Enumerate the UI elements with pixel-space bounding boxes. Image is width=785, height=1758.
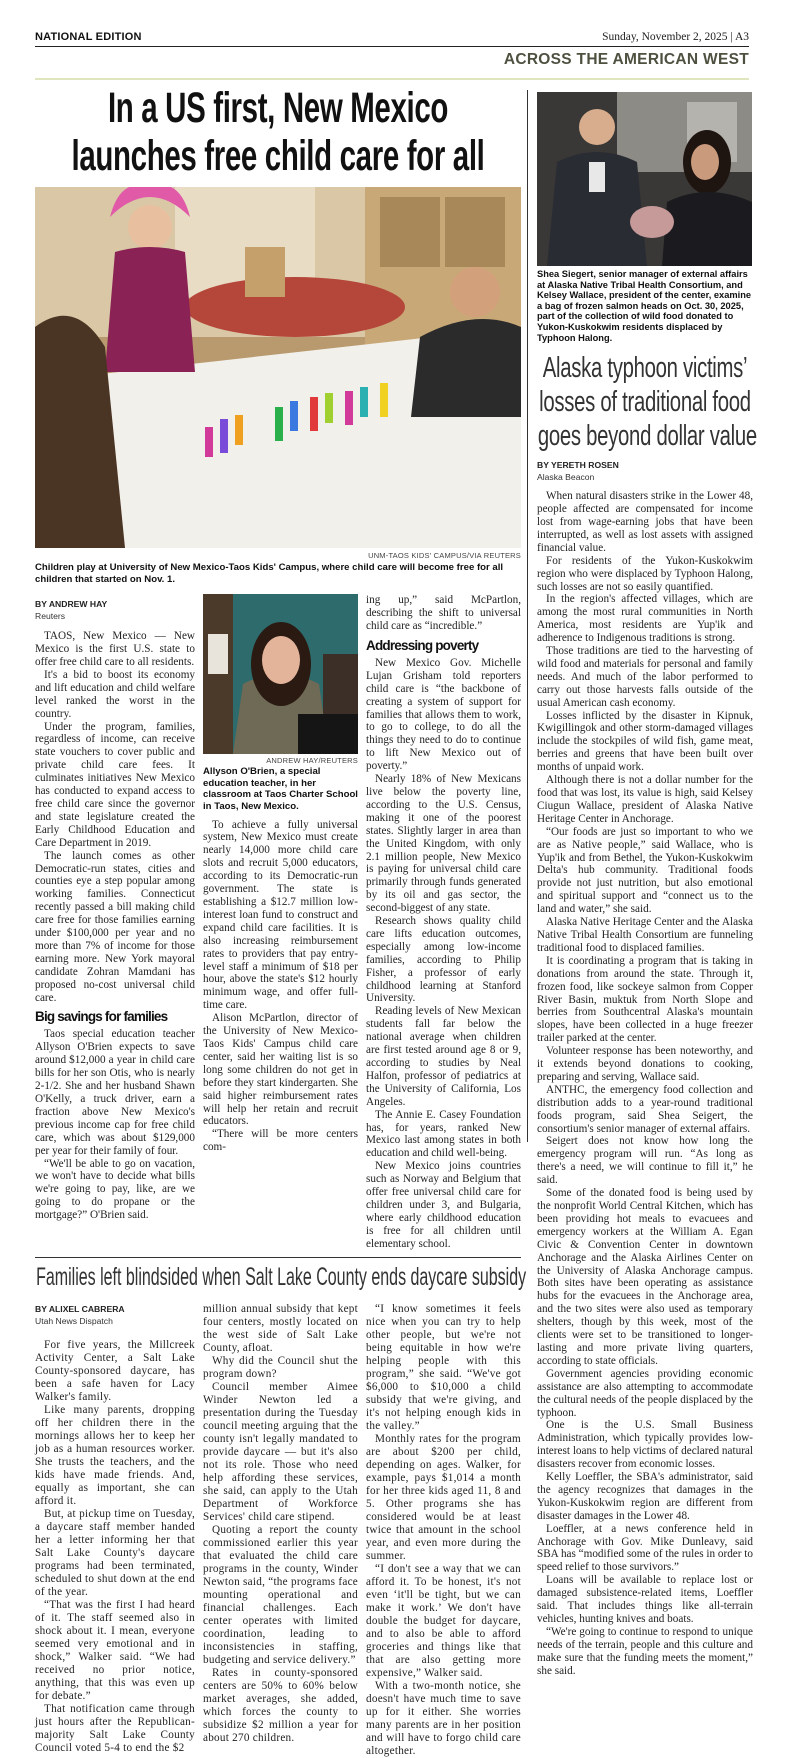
left-stories bbox=[35, 84, 527, 1758]
paragraph: “We're going to continue to respond to unique needs of the terrain, people and this culture and make sure that the funding meets the moment,” she said. bbox=[537, 1625, 753, 1677]
paragraph: The Annie E. Casey Foundation has, for years, ranked New Mexico last among states in both education and child well-being. bbox=[366, 1108, 521, 1160]
paragraph: ing up,” said McPartlon, describing the shift to universal child care as “incredible.” bbox=[366, 594, 521, 632]
paragraph: New Mexico joins countries such as Norway and Belgium that offer free universal child care for children under 3, and Bulgaria, where early childhood education is free for all children until elementary school. bbox=[366, 1160, 521, 1250]
daycare-headline bbox=[36, 1261, 527, 1293]
outlet: Reuters bbox=[35, 611, 66, 622]
paragraph-group bbox=[203, 1355, 358, 1745]
byline: BY ALIXEL CABRERA bbox=[35, 1303, 125, 1314]
paragraph: But, at pickup time on Tuesday, a daycare staff member handed her a letter informing her that Salt Lake County's daycare programs had been terminated, scheduled to shut down at the end of the year. bbox=[35, 1507, 195, 1598]
photo-credit: ANDREW HAY/REUTERS bbox=[266, 756, 358, 766]
headline-line: In a US first, New Mexico bbox=[107, 84, 449, 132]
paragraph: “That was the first I had heard of it. The staff seemed also in shock about it. I mean, everyone seemed very emotional and in shock,” Walker said. “We had received no prior notice, anything, that this was even up for debate.” bbox=[35, 1598, 195, 1702]
paragraph: Taos special education teacher Allyson O'Brien expects to save around $12,000 a year in child care bills for her son Otis, who is nearly 2-1/2. She and her husband Shawn O'Kelly, a truck driver, earn a fraction above New Mexico's previous income cap for free child care, which was about $129,000 per year for their family of four. bbox=[35, 1028, 195, 1157]
paragraph: Government agencies providing economic assistance are also attempting to accommodate the cultural needs of the people displaced by the typhoon. bbox=[537, 1367, 753, 1419]
article-column bbox=[203, 594, 358, 1154]
headline-line: losses of traditional food bbox=[539, 386, 751, 419]
main-headline-box bbox=[35, 84, 521, 180]
paragraph: million annual subsidy that kept four centers, mostly located on the west side of Salt Lake County, afloat. bbox=[203, 1302, 358, 1354]
paragraph: To achieve a fully universal system, New Mexico must create nearly 14,000 more child care slots and recruit 5,000 educators, according to its Democratic-run government. The state is establishing a $12.7 million low-interest loan fund to construct and expand child care facilities. It is also increasing reimbursement rates to providers that pay entry-level staff a minimum of $18 per hour, above the state's $12 hourly minimum wage, and offer full-time care. bbox=[203, 818, 358, 1012]
paragraph: New Mexico Gov. Michelle Lujan Grisham told reporters child care is “the backbone of creating a system of support for families that allows them to work, to go to college, to do all the things they need to do to continue to lift New Mexico out of poverty.” bbox=[366, 656, 521, 773]
paragraph: It's a bid to boost its economy and lift education and child welfare level ranked the worst in the country. bbox=[35, 668, 195, 720]
paragraph: Volunteer response has been noteworthy, and it extends beyond donations to cooking, preparing and serving, Wallace said. bbox=[537, 1045, 753, 1083]
paragraph: Under the program, families, regardless of income, can receive state vouchers to cover public and private child care fees. It culminates initiatives New Mexico has conducted to expand access to free child care since the governor and state legislature created the Early Childhood Education and Care Department in 2019. bbox=[35, 720, 195, 849]
divider bbox=[35, 46, 749, 47]
paragraph-group bbox=[203, 819, 358, 1155]
paragraph: The launch comes as other Democratic-run states, cities and counties eye a step popular among working families. Connecticut recently passed a bill making child care free for those families earning under $100,000 per year and no more than 7% of income for those earning more. New York mayoral candidate Zohran Mamdani has proposed no-cost universal child care. bbox=[35, 849, 195, 1004]
article-column bbox=[203, 1303, 358, 1745]
paragraph-group bbox=[35, 630, 195, 1004]
paragraph: For five years, the Millcreek Activity Center, a Salt Lake County-sponsored daycare, has been a safe haven for Lacy Walker's family. bbox=[35, 1338, 195, 1403]
alaska-photo bbox=[537, 92, 752, 266]
main-story-columns bbox=[35, 594, 521, 1250]
outlet: Utah News Dispatch bbox=[35, 1315, 113, 1326]
photo-caption: Shea Siegert, senior manager of external affairs at Alaska Native Tribal Health Consortium, and Kelsey Wallace, president of the center, examine a bag of frozen salmon heads on Oct. 30, 2025, part of the collection of wild food donated to Yukon-Kuskokwim residents displaced by Typhoon Halong. bbox=[537, 269, 752, 343]
paragraph: Loeffler, at a news conference held in Anchorage with Gov. Mike Dunleavy, said SBA has “modified some of the rules in order to speed relief to those survivors.” bbox=[537, 1522, 753, 1574]
paragraph: Kelly Loeffler, the SBA's administrator, said the agency recognizes that damages in the Yukon-Kuskokwim region are different from disaster damages in the Lower 48. bbox=[537, 1471, 753, 1522]
headline-line: Families left blindsided when Salt Lake County ends daycare subsidy bbox=[36, 1262, 527, 1291]
paragraph: Rates in county-sponsored centers are 50% to 60% below market averages, she added, which forces the county to subsidize $2 million a year for about 270 children. bbox=[203, 1666, 358, 1744]
paragraph-group bbox=[366, 657, 521, 1251]
paragraph: In the region's affected villages, which are among the most rural communities in North America, most residents are Yup'ik and adherence to Indigenous traditions is strong. bbox=[537, 593, 753, 645]
byline: BY YERETH ROSEN bbox=[537, 460, 619, 471]
paragraph: Although there is not a dollar number for the food that was lost, its value is high, said Kelsey Ciugun Wallace, president of Alaska Native Heritage Center in Anchorage. bbox=[537, 774, 753, 825]
photo-caption: Allyson O'Brien, a special education teacher, in her classroom at Taos Charter School in Taos, New Mexico. bbox=[203, 766, 358, 812]
paragraph: Council member Aimee Winder Newton led a presentation during the Tuesday council meeting arguing that the county isn't legally mandated to provide daycare — but it's also not its role. Those who need help affording these services, she said, can apply to the Utah Department of Workforce Services' child care stipend. bbox=[203, 1380, 358, 1523]
alaska-headline-box bbox=[537, 351, 757, 453]
paragraph: Alison McPartlon, director of the University of New Mexico-Taos Kids' Campus child care center, said her waiting list is so long some children do not get in before they start kindergarten. She said higher reimbursement rates will help her retain and recruit educators. bbox=[203, 1012, 358, 1128]
daycare-story-columns bbox=[35, 1303, 521, 1758]
paragraph: Reading levels of New Mexican students fall far below the national average when children are first tested around age 8 or 9, according to studies by Neal Halfon, professor of pediatrics at the University of California, Los Angeles. bbox=[366, 1005, 521, 1108]
paragraph: Alaska Native Heritage Center and the Alaska Native Tribal Health Consortium are funneling traditional food to displaced families. bbox=[537, 916, 753, 954]
paragraph: That notification came through just hours after the Republican-majority Salt Lake County Council voted 5-4 to end the $2 bbox=[35, 1702, 195, 1754]
article-column bbox=[366, 1303, 521, 1758]
byline: BY ANDREW HAY bbox=[35, 599, 108, 610]
subhead: Big savings for families bbox=[35, 1009, 168, 1025]
paragraph: Some of the donated food is being used by the nonprofit World Central Kitchen, which has been providing hot meals to evacuees and emergency workers at the William A. Egan Civic & Convention Center in downtown Anchorage and the Alaska Airlines Center on the University of Alaska Anchorage campus. Both sites have been operating as assistance hubs for the evacuees in the Anchorage area, and the two sites were also used as temporary shelters, though by this week, most of the clients were set to be transitioned to longer-lasting and more private living quarters, according to state officials. bbox=[537, 1187, 753, 1367]
photo-credit: UNM-TAOS KIDS' CAMPUS/VIA REUTERS bbox=[368, 551, 521, 560]
paragraph: With a two-month notice, she doesn't have much time to save up for it either. She worries many parents are in her position and will have to forgo child care altogether. bbox=[366, 1679, 521, 1757]
paragraph: Like many parents, dropping off her children there in the mornings allows her to keep her job as a human resources worker. She trusts the teachers, and the kids have made friends. And, equally as important, she can afford it. bbox=[35, 1403, 195, 1507]
paragraph-group bbox=[35, 1028, 195, 1222]
paragraph-group bbox=[537, 490, 753, 1677]
article-column bbox=[35, 1303, 195, 1755]
section-title: ACROSS THE AMERICAN WEST bbox=[503, 51, 749, 68]
headline-line: launches free child care for all bbox=[71, 132, 485, 180]
paragraph-group bbox=[35, 1339, 195, 1755]
headline-line: goes beyond dollar value bbox=[537, 420, 757, 453]
paragraph: Research shows quality child care lifts education outcomes, especially among low-income families, according to Philip Fisher, a professor of early childhood learning at Stanford University. bbox=[366, 915, 521, 1005]
paragraph: “We'll be able to go on vacation, we won't have to decide what bills we're going to pay, like, are we going to do propane or the mortgage?” O'Brien said. bbox=[35, 1157, 195, 1222]
paragraph: For residents of the Yukon-Kuskokwim region who were displaced by Typhoon Halong, such losses are not so easily quantified. bbox=[537, 554, 753, 593]
paragraph: TAOS, New Mexico — New Mexico is the first U.S. state to offer free child care to all residents. bbox=[35, 630, 195, 668]
main-photo bbox=[35, 187, 521, 548]
headline-line: Alaska typhoon victims’ bbox=[542, 352, 748, 385]
paragraph-group bbox=[366, 1303, 521, 1758]
paragraph: Those traditions are tied to the harvesting of wild food and materials for personal and family needs. And much of the labor performed to carry out those harvests falls outside of the usual American cash economy. bbox=[537, 645, 753, 709]
article-column bbox=[35, 594, 195, 1222]
paragraph: Loans will be available to replace lost or damaged subsistence-related items, Loeffler said. That includes things like all-terrain vehicles, hunting knives and boats. bbox=[537, 1574, 753, 1625]
inset-photo bbox=[203, 594, 358, 754]
paragraph: “I don't see a way that we can afford it. To be honest, it's not even ‘it'll be tight, but we can make it work.’ We don't have double the budget for daycare, and to also be able to afford groceries and things like that that are also getting more expensive,” Walker said. bbox=[366, 1562, 521, 1679]
divider bbox=[35, 1257, 521, 1258]
paragraph: When natural disasters strike in the Lower 48, people affected are compensated for income lost from wage-earning jobs that have been interrupted, as well as lost assets with assigned financial value. bbox=[537, 490, 753, 554]
paragraph: Seigert does not know how long the emergency program will run. “As long as there's a need, we will continue to fill it,” he said. bbox=[537, 1135, 753, 1187]
divider bbox=[35, 78, 749, 80]
main-headline bbox=[35, 84, 521, 180]
article-body bbox=[537, 490, 753, 1677]
paragraph: ANTHC, the emergency food collection and distribution adds to a year-round traditional foods program, said Shea Seigert, the consortium's senior manager of external affairs. bbox=[537, 1083, 753, 1135]
paragraph: It is coordinating a program that is taking in donations from around the state. Through it, frozen food, like sockeye salmon from Copper River Basin, muktuk from North Slope and berries from Southcentral Alaska's mountain slopes, have been collected in a huge freezer trailer parked at the center. bbox=[537, 954, 753, 1045]
outlet: Alaska Beacon bbox=[537, 472, 595, 483]
article-body bbox=[35, 630, 195, 1222]
paragraph: “I know sometimes it feels nice when you can try to help other people, but we're not being equitable in how we're helping people with this program,” she said. “We've got $6,000 to $10,000 a child subsidy that we're giving, and it's not helping enough kids in the valley.” bbox=[366, 1302, 521, 1432]
paragraph: “Our foods are just so important to who we are as Native people,” said Wallace, who is Yup'ik and from Bethel, the Yukon-Kuskokwim Delta's hub community. Traditional foods provide not just nutrition, but also emotional and spiritual support and “connect us to the land and water,” she said. bbox=[537, 825, 753, 916]
paragraph: “There will be more centers com- bbox=[203, 1128, 358, 1154]
article-body bbox=[366, 594, 521, 1250]
article-column bbox=[366, 594, 521, 1250]
paragraph: Monthly rates for the program are about $200 per child, depending on ages. Walker, for example, pays $1,014 a month for her three kids aged 11, 8 and 5. Other programs she has considered would be at least twice that amount in the school year, and even more during the summer. bbox=[366, 1432, 521, 1562]
column-divider bbox=[527, 90, 528, 1142]
paragraph: Why did the Council shut the program down? bbox=[203, 1354, 358, 1380]
subhead: Addressing poverty bbox=[366, 637, 479, 653]
paragraph: Quoting a report the county commissioned earlier this year that evaluated the child care programs in the county, Winder Newton said, “the programs face mounting operational and financial challenges. Each center operates with limited coordination, leading to inconsistencies in staffing, budgeting and service delivery.” bbox=[203, 1523, 358, 1666]
paragraph: One is the U.S. Small Business Administration, which typically provides low-interest loans to help victims of declared natural disasters recover from economic losses. bbox=[537, 1419, 753, 1471]
edition-label: NATIONAL EDITION bbox=[35, 31, 142, 43]
page-dateline: Sunday, November 2, 2025 | A3 bbox=[602, 31, 749, 43]
photo-caption: Children play at University of New Mexico-Taos Kids' Campus, where child care will become free for all children that started on Nov. 1. bbox=[35, 562, 504, 585]
alaska-story bbox=[537, 92, 757, 1678]
alaska-headline bbox=[537, 351, 757, 453]
daycare-headline-box bbox=[35, 1261, 527, 1295]
paragraph: Nearly 18% of New Mexicans live below the poverty line, according to the U.S. Census, making it one of the poorest states. Slightly larger in area than the United Kingdom, with only 2.1 million people, New Mexico is paying for universal child care primarily through funds generated by its oil and gas sector, the second-biggest of any state. bbox=[366, 773, 521, 915]
paragraph: Losses inflicted by the disaster in Kipnuk, Kwigillingok and other storm-damaged villages include the stockpiles of wild fish, game meat, berries and greens that have been built over months of unpaid work. bbox=[537, 709, 753, 774]
article-body bbox=[203, 819, 358, 1155]
article-body bbox=[35, 1339, 195, 1755]
